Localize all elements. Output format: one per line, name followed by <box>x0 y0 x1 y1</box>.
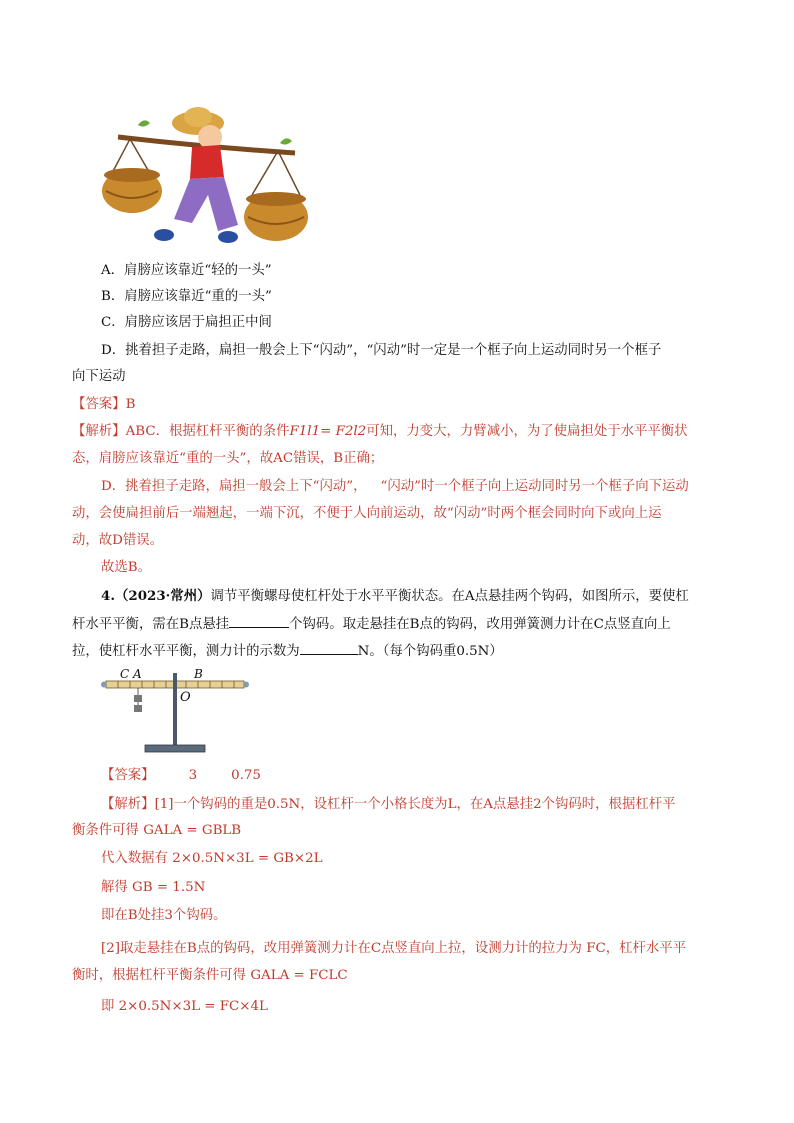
q4-line-3 <box>72 641 503 661</box>
question-text: 拉，使杠杆水平平衡，测力计的示数为 <box>72 644 300 659</box>
analysis-text: [1]一个钩码的重是0.5N，设杠杆一个小格长度为L，在A点悬挂2个钩码时，根据杠杆平 <box>154 797 676 812</box>
analysis-tag: 【解析】 <box>101 797 155 812</box>
q3-conclusion: 故选B。 <box>101 560 152 575</box>
q4-analysis-line-1 <box>101 796 676 814</box>
q4-answer <box>101 767 261 785</box>
q3-analysis-line-2: 态，肩膀应该靠近“重的一头”，故AC错误，B正确； <box>72 451 384 466</box>
question-text: N。（每个钩码重0.5N） <box>357 644 503 659</box>
analysis-text: “闪动”时一个框子向上运动同时另一个框子向下运动 <box>380 479 689 494</box>
question-text: 杆水平平衡，需在B点悬挂 <box>72 617 230 632</box>
carrying-pole-illustration <box>100 95 310 255</box>
option-a: A．肩膀应该靠近“轻的一头” <box>101 263 272 278</box>
label-b: B <box>194 667 203 681</box>
q4-line-1 <box>101 587 689 606</box>
option-b: B．肩膀应该靠近“重的一头” <box>101 289 272 304</box>
q4-analysis-line-6: [2]取走悬挂在B点的钩码，改用弹簧测力计在C点竖直向上拉，设测力计的拉力为 FC，杠杆水平平 <box>101 941 687 956</box>
lever-figure <box>100 665 250 757</box>
question-source: （2023·常州） <box>114 588 211 604</box>
q4-analysis-line-7: 衡时，根据杠杆平衡条件可得 GALA = FCLC <box>72 968 348 983</box>
q3-answer <box>72 396 135 414</box>
answer-value-2: 0.75 <box>231 768 261 783</box>
question-number: 4. <box>101 588 115 604</box>
question-text: 个钩码。取走悬挂在B点的钩码，改用弹簧测力计在C点竖直向上 <box>289 617 671 632</box>
q4-analysis-line-8: 即 2×0.5N×3L = FC×4L <box>101 999 268 1014</box>
answer-tag: 【答案】 <box>72 397 126 412</box>
q4-analysis-line-4: 解得 GB = 1.5N <box>101 880 206 895</box>
q3-analysis-line-5: 动，故D错误。 <box>72 533 164 548</box>
answer-blank-1 <box>229 614 289 628</box>
analysis-tag: 【解析】 <box>72 424 126 439</box>
label-o: O <box>180 690 191 705</box>
q3-analysis-line-1 <box>72 423 688 441</box>
q4-analysis-line-3: 代入数据有 2×0.5N×3L = GB×2L <box>101 851 323 866</box>
analysis-text: D．挑着担子走路，扁担一般会上下“闪动”， <box>101 479 367 494</box>
q4-analysis-line-5: 即在B处挂3个钩码。 <box>101 908 227 923</box>
analysis-text: ABC．根据杠杆平衡的条件 <box>125 424 290 439</box>
lever-formula: F1l1= F2l2 <box>289 424 367 439</box>
answer-value-1: 3 <box>188 768 198 783</box>
answer-blank-2 <box>300 641 358 655</box>
answer-value: B <box>125 397 136 412</box>
option-d: D．挑着担子走路，扁担一般会上下“闪动”，“闪动”时一定是一个框子向上运动同时另一个框子 <box>101 343 662 358</box>
option-d-cont: 向下运动 <box>72 369 126 384</box>
option-c: C．肩膀应该居于扁担正中间 <box>101 315 272 330</box>
answer-tag: 【答案】 <box>101 768 155 783</box>
q4-analysis-line-2: 衡条件可得 GALA = GBLB <box>72 823 242 838</box>
q4-line-2 <box>72 614 671 634</box>
label-c: C <box>120 667 130 681</box>
analysis-text: 可知，力变大，力臂减小，为了使扁担处于水平平衡状 <box>366 424 688 439</box>
q3-analysis-line-4: 动，会使扁担前后一端翘起，一端下沉，不便于人向前运动，故“闪动”时两个框会同时向下或向上运 <box>72 506 662 521</box>
question-text: 调节平衡螺母使杠杆处于水平平衡状态。在A点悬挂两个钩码，如图所示，要使杠 <box>210 589 689 604</box>
q3-analysis-line-3 <box>101 478 689 496</box>
label-a: A <box>133 667 142 681</box>
